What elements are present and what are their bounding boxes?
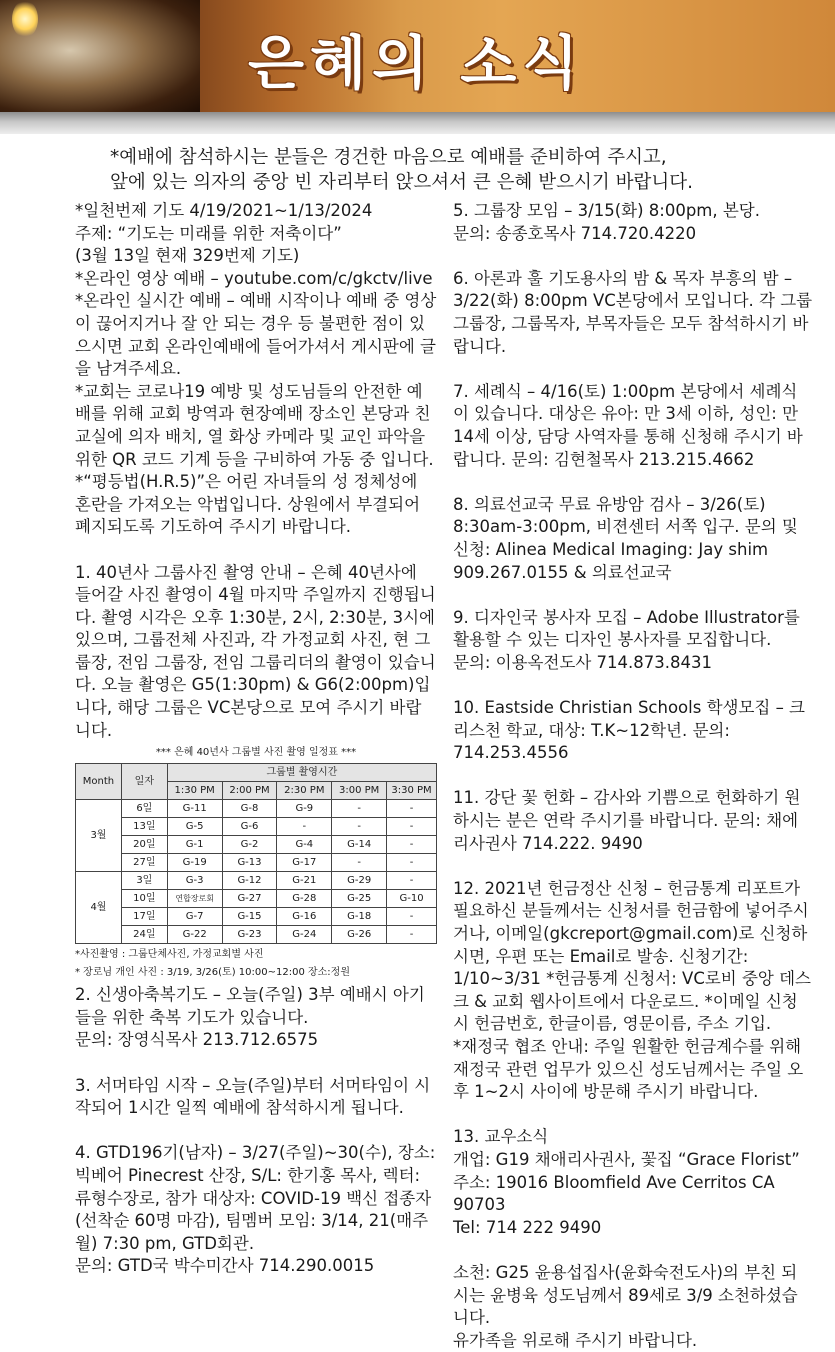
schedule-title: *** 은혜 40년사 그룹별 사진 촬영 일정표 ***: [155, 747, 357, 759]
date-cell: 24일: [121, 926, 167, 944]
schedule-note: * 장로님 개인 사진 : 3/19, 3/26(토) 10:00~12:00 장소:정원: [75, 967, 350, 979]
group-cell: -: [332, 800, 387, 818]
group-cell: G-9: [277, 800, 332, 818]
group-cell: G-11: [167, 800, 222, 818]
group-cell: -: [387, 926, 437, 944]
group-cell: G-29: [332, 872, 387, 890]
notice-4: 4. GTD196기(남자) – 3/27(주일)~30(수), 장소: 빅베어 Pinecrest 산장, S/L: 한기홍 목사, 렉터: 류형수장로, 참가 대상자: COVID-19 백신 접종자 (선착순 60명 마감), 팀멤버 모임: 3/14, 21(매주월) 7:30 pm, GTD회관. 문의: GTD국 박수미간사 714.290.0015: [75, 1143, 436, 1276]
group-cell: -: [387, 800, 437, 818]
notice-6: 6. 아론과 훌 기도용사의 밤 & 목자 부흥의 밤 – 3/22(화) 8:00pm VC본당에서 모입니다. 각 그룹 그룹장, 그룹목자, 부목자들은 모두 참석하시기 바랍니다.: [453, 268, 818, 356]
header-group-times: 그룹별 촬영시간: [167, 764, 436, 782]
table-row: [76, 818, 437, 836]
notice-3: 3. 서머타임 시작 – 오늘(주일)부터 서머타임이 시작되어 1시간 일찍 예배에 참석하시게 됩니다.: [75, 1075, 431, 1118]
group-cell: G-12: [222, 872, 277, 890]
group-cell: G-5: [167, 818, 222, 836]
general-notices: *일천번제 기도 4/19/2021~1/13/2024 주제: “기도는 미래를 위한 저축이다” (3월 13일 현재 329번제 기도) *온라인 영상 예배 – youtube.com/c/gkctv/live *온라인 실시간 예배 – 예배 시작이나 예배 중 영상이 끊어지거나 잘 안 되는 경우 등 불편한 점이 있으시면 교회 온라인예배에 들어가셔서 게시판에 글을 남겨주세요. *교회는 코로나19 예방 및 성도님들의 안전한 예배를 위해 교회 방역과 현장예배 장소인 본당과 친 교실에 의자 배치, 열 화상 카메라 및 교인 파악을 위한 QR 코드 기계 등을 구비하여 가동 중 입니다. *“평등법(H.R.5)”은 어린 자녀들의 성 정체성에 혼란을 가져오는 악법입니다. 상원에서 부결되어 폐지되도록 기도하여 주시기 바랍니다.: [75, 201, 437, 537]
month-cell: 4월: [76, 872, 122, 944]
table-row: [76, 890, 437, 908]
group-cell: G-4: [277, 836, 332, 854]
group-cell: -: [387, 854, 437, 872]
group-cell: -: [387, 872, 437, 890]
group-cell: -: [332, 818, 387, 836]
header-banner: [0, 0, 835, 112]
header-divider: [0, 112, 835, 134]
group-cell: G-26: [332, 926, 387, 944]
intro-text: *예배에 참석하시는 분들은 경건한 마음으로 예배를 준비하여 주시고, 앞에 있는 의자의 중앙 빈 자리부터 앉으셔서 큰 은혜 받으시기 바랍니다.: [110, 147, 693, 193]
group-cell: G-2: [222, 836, 277, 854]
table-row: [76, 908, 437, 926]
group-cell: G-15: [222, 908, 277, 926]
group-cell: G-16: [277, 908, 332, 926]
group-cell: G-10: [387, 890, 437, 908]
group-cell: G-1: [167, 836, 222, 854]
left-column: [75, 200, 441, 1278]
date-cell: 13일: [121, 818, 167, 836]
group-cell: G-13: [222, 854, 277, 872]
header-date: 일자: [121, 764, 167, 800]
time-header: 1:30 PM: [167, 782, 222, 800]
praying-hands-photo: [0, 0, 200, 112]
group-cell: G-27: [222, 890, 277, 908]
notice-10: 10. Eastside Christian Schools 학생모집 – 크리스천 학교, 대상: T.K~12학년. 문의: 714.253.4556: [453, 698, 806, 763]
month-cell: 3월: [76, 800, 122, 872]
notice-13: 13. 교우소식 개업: G19 채애리사권사, 꽃집 “Grace Florist” 주소: 19016 Bloomfield Ave Cerritos CA 90703 Tel: 714 222 9490: [453, 1127, 800, 1237]
group-cell: G-18: [332, 908, 387, 926]
date-cell: 27일: [121, 854, 167, 872]
group-cell: -: [277, 818, 332, 836]
notice-7: 7. 세례식 – 4/16(토) 1:00pm 본당에서 세례식이 있습니다. 대상은 유아: 만 3세 이하, 성인: 만 14세 이상, 담당 사역자를 통해 신청해 주시기 바랍니다. 문의: 김현철목사 213.215.4662: [453, 381, 804, 469]
photo-schedule: [75, 746, 437, 980]
group-cell: G-28: [277, 890, 332, 908]
group-cell: G-17: [277, 854, 332, 872]
time-header: 3:30 PM: [387, 782, 437, 800]
group-cell: G-22: [167, 926, 222, 944]
group-cell: G-8: [222, 800, 277, 818]
notice-5: 5. 그룹장 모임 – 3/15(화) 8:00pm, 본당. 문의: 송종호목사 714.720.4220: [453, 201, 760, 243]
table-row: [76, 836, 437, 854]
table-row: [76, 854, 437, 872]
date-cell: 3일: [121, 872, 167, 890]
group-cell: -: [387, 836, 437, 854]
time-header: 2:00 PM: [222, 782, 277, 800]
group-cell: -: [387, 908, 437, 926]
group-cell: G-6: [222, 818, 277, 836]
date-cell: 6일: [121, 800, 167, 818]
candle-icon: [12, 0, 38, 38]
group-cell: G-23: [222, 926, 277, 944]
group-cell: G-3: [167, 872, 222, 890]
table-row: [76, 872, 437, 890]
time-header: 2:30 PM: [277, 782, 332, 800]
group-cell: G-25: [332, 890, 387, 908]
schedule-note: *사진촬영 : 그룹단체사진, 가정교회별 사진: [75, 949, 264, 961]
group-cell: 연합장로회: [167, 890, 222, 908]
time-header: 3:00 PM: [332, 782, 387, 800]
notice-8: 8. 의료선교국 무료 유방암 검사 – 3/26(토) 8:30am-3:00pm, 비젼센터 서쪽 입구. 문의 및 신청: Alinea Medical Imaging: Jay shim 909.267.0155 & 의료선교국: [453, 494, 804, 582]
group-cell: -: [332, 854, 387, 872]
notice-2: 2. 신생아축복기도 – 오늘(주일) 3부 예배시 아기들을 위한 축복 기도가 있습니다. 문의: 장영식목사 213.712.6575: [75, 985, 425, 1050]
notice-12: 12. 2021년 헌금정산 신청 – 헌금통계 리포트가 필요하신 분들께서는 신청서를 헌금함에 넣어주시거나, 이메일(gkcreport@gmail.com)로 신청하시면, 우편 또는 Email로 발송. 신청기간: 1/10~3/31 *헌금통계 신청서: VC로비 중앙 데스크 & 교회 웹사이트에서 다운로드. *이메일 신청시 헌금번호, 한글이름, 영문이름, 주소 기입. *재정국 협조 안내: 주일 원활한 헌금계수를 위해 재정국 관련 업무가 있으신 성도님께서는 주일 오후 1~2시 사이에 방문해 주시기 바랍니다.: [453, 878, 811, 1102]
notice-11: 11. 강단 꽃 헌화 – 감사와 기쁨으로 헌화하기 원하시는 분은 연락 주시기를 바랍니다. 문의: 채에리사권사 714.222. 9490: [453, 788, 801, 853]
group-cell: G-19: [167, 854, 222, 872]
group-cell: G-14: [332, 836, 387, 854]
group-cell: G-21: [277, 872, 332, 890]
notice-9: 9. 디자인국 봉사자 모집 – Adobe Illustrator를 활용할 수 있는 디자인 봉사자를 모집합니다. 문의: 이용옥전도사 714.873.8431: [453, 607, 800, 672]
date-cell: 17일: [121, 908, 167, 926]
notice-14: 소천: G25 윤용섭집사(윤화숙전도사)의 부친 되시는 윤병육 성도님께서 89세로 3/9 소천하셨습니다. 유가족을 위로해 주시기 바랍니다.: [453, 1262, 798, 1350]
notice-1: 1. 40년사 그룹사진 촬영 안내 – 은혜 40년사에 들어갈 사진 촬영이 4월 마지막 주일까지 진행됩니다. 촬영 시각은 오후 1:30분, 2시, 2:30분, 3시에 있으며, 그룹전체 사진과, 각 가정교회 사진, 현 그룹장, 전임 그룹장, 전임 그룹리더의 촬영이 있습니다. 오늘 촬영은 G5(1:30pm) & G6(2:00pm)입니다, 해당 그룹은 VC본당으로 모여 주시기 바랍니다.: [75, 562, 441, 740]
table-row: [76, 926, 437, 944]
schedule-table: [75, 763, 437, 944]
table-row: [76, 800, 437, 818]
header-month: Month: [76, 764, 122, 800]
group-cell: -: [387, 818, 437, 836]
date-cell: 10일: [121, 890, 167, 908]
page-title: 은혜의 소식: [248, 29, 585, 97]
right-column: [453, 200, 818, 1352]
group-cell: G-24: [277, 926, 332, 944]
date-cell: 20일: [121, 836, 167, 854]
group-cell: G-7: [167, 908, 222, 926]
